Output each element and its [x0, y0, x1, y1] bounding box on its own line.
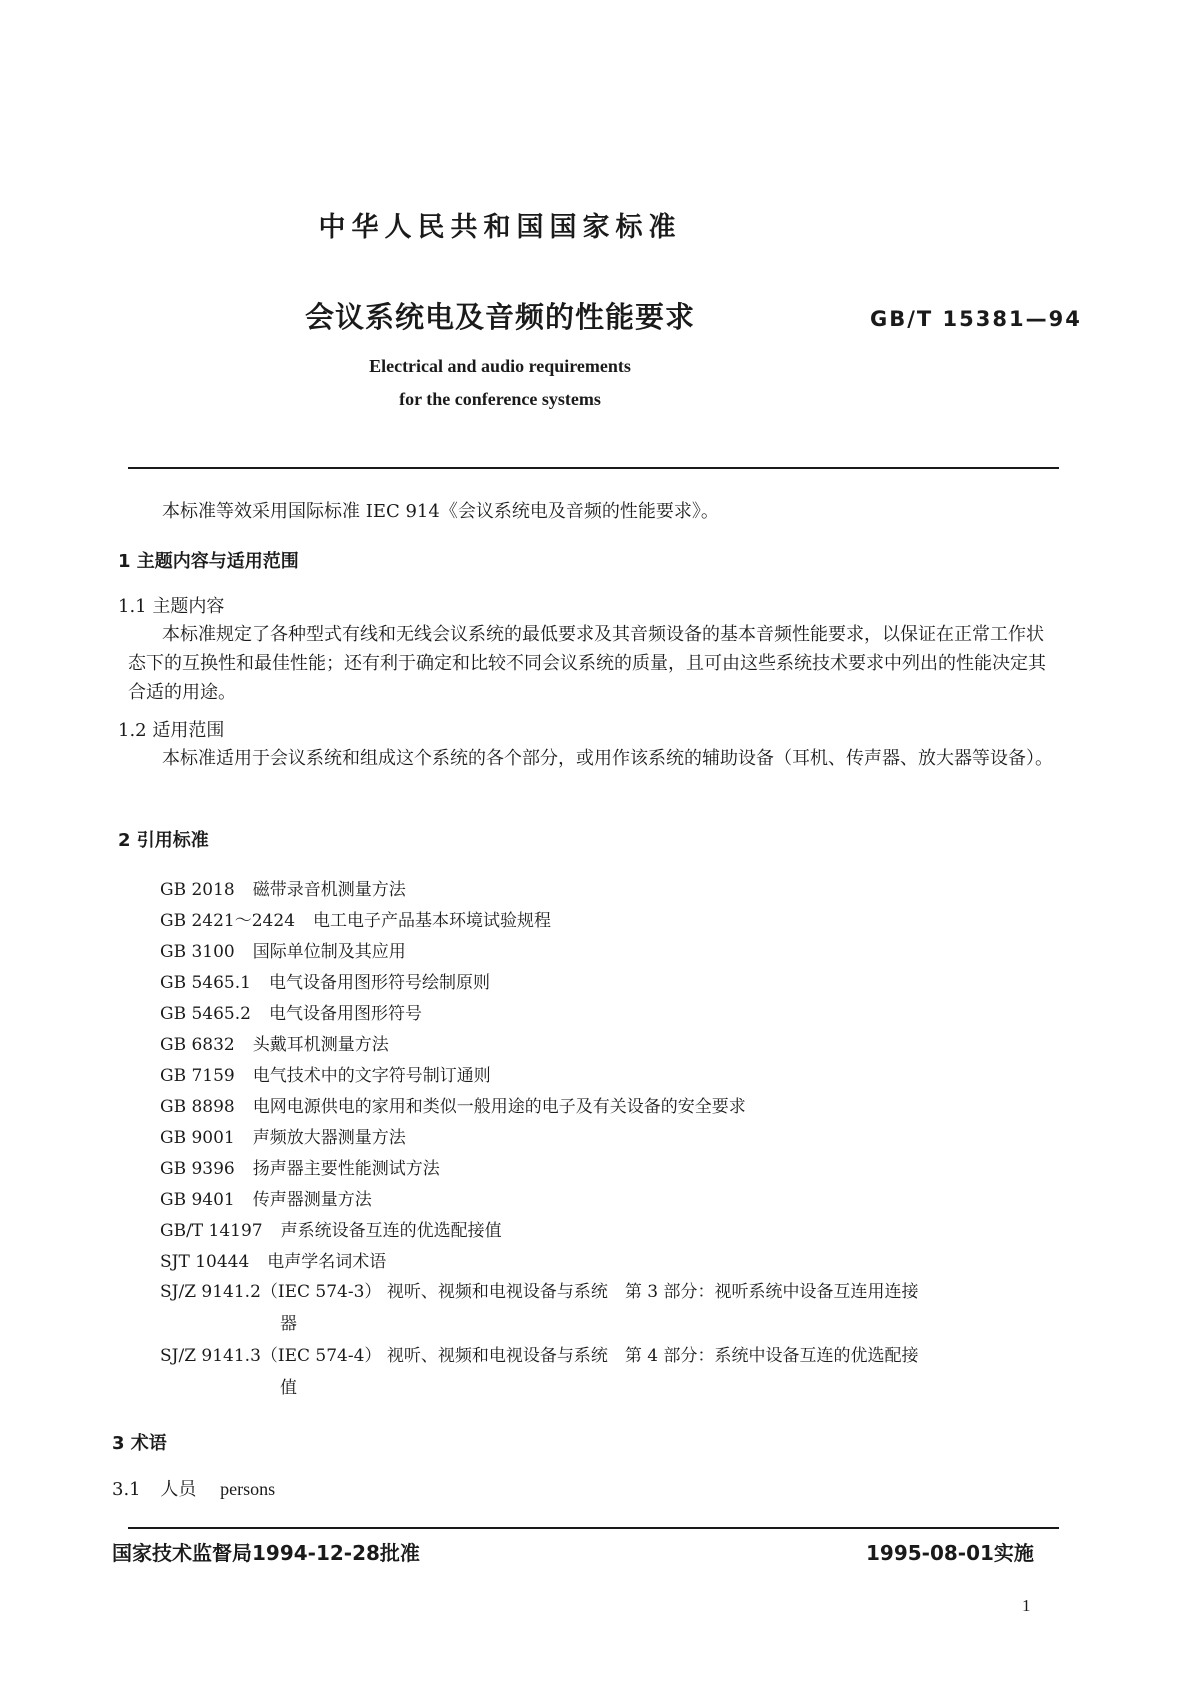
section-1-heading: 1 主题内容与适用范围 [118, 551, 299, 572]
section-1-1-paragraph: 本标准规定了各种型式有线和无线会议系统的最低要求及其音频设备的基本音频性能要求，以保证在正常工作状态下的互换性和最佳性能；还有利于确定和比较不同会议系统的质量，且可由这些系统技术要求中列出的性能决定其合适的用途。 [128, 624, 1046, 703]
reference-title: 磁带录音机测量方法 [252, 880, 406, 900]
section-1-1-heading: 1.1 主题内容 [118, 596, 225, 617]
reference-item-sjz-9141-2 [160, 1276, 1059, 1340]
reference-title: 头戴耳机测量方法 [252, 1035, 389, 1055]
reference-item [160, 875, 406, 900]
footer-divider [128, 1527, 1059, 1529]
reference-title: 电工电子产品基本环境试验规程 [313, 911, 552, 931]
document-title-en-line1: Electrical and audio requirements [369, 356, 631, 376]
reference-code: GB 9001 [160, 1128, 235, 1148]
reference-code: GB 5465.2 [160, 1004, 251, 1024]
reference-title: 电网电源供电的家用和类似一般用途的电子及有关设备的安全要求 [252, 1097, 746, 1117]
reference-line-continued: 值 [280, 1378, 297, 1398]
page-number: 1 [1022, 1596, 1031, 1615]
reference-code: GB/T 14197 [160, 1221, 263, 1241]
reference-item [160, 999, 422, 1024]
reference-title: 电声学名词术语 [267, 1252, 387, 1272]
term-en: persons [220, 1479, 276, 1499]
section-1-2-paragraph: 本标准适用于会议系统和组成这个系统的各个部分，或用作该系统的辅助设备（耳机、传声器、放大器等设备）。 [162, 748, 1053, 769]
reference-item [160, 1123, 406, 1148]
national-standard-header: 中华人民共和国国家标准 [318, 212, 682, 243]
reference-code: GB 6832 [160, 1035, 235, 1055]
reference-title: 电气设备用图形符号绘制原则 [268, 973, 490, 993]
document-title-cn: 会议系统电及音频的性能要求 [304, 300, 695, 334]
reference-title: 声频放大器测量方法 [252, 1128, 406, 1148]
reference-item [160, 1092, 746, 1117]
reference-item [160, 937, 406, 962]
reference-code: GB 3100 [160, 942, 235, 962]
section-3-heading: 3 术语 [112, 1433, 167, 1454]
reference-code: GB 7159 [160, 1066, 235, 1086]
reference-item [160, 906, 551, 931]
reference-title: 电气技术中的文字符号制订通则 [252, 1066, 491, 1086]
reference-code: SJT 10444 [160, 1252, 250, 1272]
reference-code: GB 2421～2424 [160, 911, 296, 931]
reference-line: SJ/Z 9141.3（IEC 574-4） 视听、视频和电视设备与系统 第 4 部分：系统中设备互连的优选配接 [160, 1346, 919, 1366]
reference-line: SJ/Z 9141.2（IEC 574-3） 视听、视频和电视设备与系统 第 3 部分：视听系统中设备互连用连接 [160, 1282, 919, 1302]
reference-item [160, 1154, 440, 1179]
header-divider [128, 467, 1059, 469]
reference-item [160, 1216, 502, 1241]
reference-item-sjz-9141-3 [160, 1340, 1059, 1404]
reference-item [160, 1185, 372, 1210]
reference-item [160, 968, 490, 993]
reference-title: 声系统设备互连的优选配接值 [280, 1221, 502, 1241]
reference-item [160, 1247, 386, 1272]
reference-code: GB 9401 [160, 1190, 235, 1210]
reference-code: GB 5465.1 [160, 973, 251, 993]
standard-number: GB/T 15381—94 [870, 307, 1082, 331]
reference-title: 国际单位制及其应用 [252, 942, 406, 962]
reference-title: 传声器测量方法 [252, 1190, 372, 1210]
section-3-1-term [112, 1475, 275, 1501]
reference-code: GB 8898 [160, 1097, 235, 1117]
reference-code: GB 2018 [160, 880, 235, 900]
reference-code: GB 9396 [160, 1159, 235, 1179]
document-title-en-line2: for the conference systems [399, 389, 601, 409]
reference-item [160, 1061, 491, 1086]
approval-statement: 国家技术监督局1994-12-28批准 [112, 1541, 420, 1565]
term-cn: 人员 [160, 1479, 197, 1500]
implementation-date: 1995-08-01实施 [866, 1541, 1034, 1565]
reference-title: 电气设备用图形符号 [268, 1004, 422, 1024]
section-2-heading: 2 引用标准 [118, 830, 209, 851]
reference-title: 扬声器主要性能测试方法 [252, 1159, 440, 1179]
intro-paragraph: 本标准等效采用国际标准 IEC 914《会议系统电及音频的性能要求》。 [162, 501, 719, 522]
section-1-2-heading: 1.2 适用范围 [118, 720, 225, 741]
reference-item [160, 1030, 389, 1055]
reference-line-continued: 器 [280, 1314, 297, 1334]
term-number: 3.1 [112, 1479, 141, 1500]
